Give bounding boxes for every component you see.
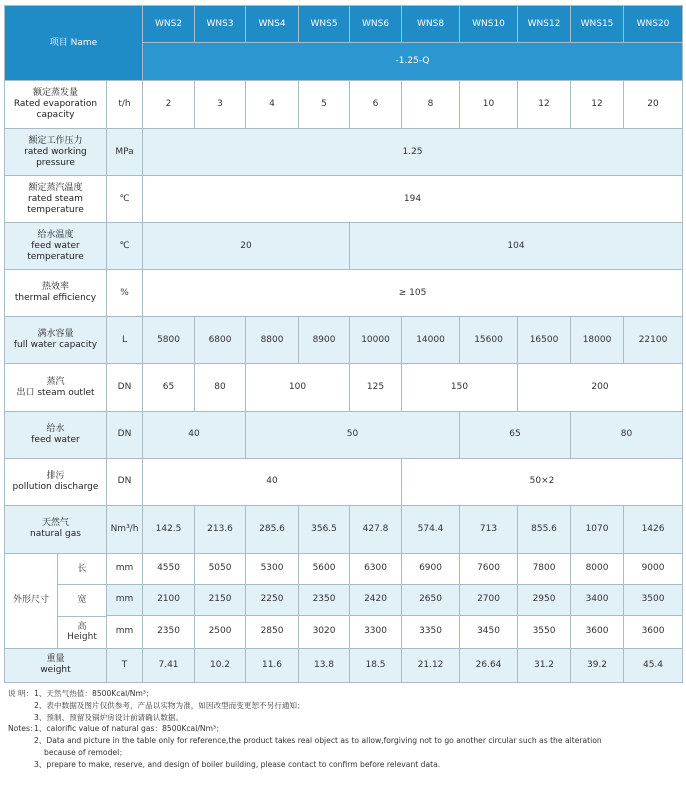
value-cell: 18.5 bbox=[350, 648, 402, 682]
value-cell: 3020 bbox=[299, 615, 350, 648]
value-cell: 1070 bbox=[571, 505, 624, 553]
model-header: WNS2 bbox=[143, 6, 195, 43]
row-feed-water bbox=[5, 411, 683, 458]
value-cell: 7600 bbox=[460, 553, 518, 584]
row-pressure bbox=[5, 129, 683, 176]
model-header: WNS5 bbox=[299, 6, 350, 43]
note-text: 2、Data and picture in the table only for reference,the product takes real object as to allow,forgiving not to go another circular such as the alteration bbox=[34, 736, 602, 746]
value-cell: 574.4 bbox=[402, 505, 460, 553]
boiler-spec-table bbox=[4, 5, 683, 683]
value-cell: 356.5 bbox=[299, 505, 350, 553]
label-cn: 额定蒸发量 bbox=[32, 88, 78, 99]
value-cell: 200 bbox=[518, 364, 683, 411]
row-label bbox=[5, 505, 107, 553]
notes-cn-heading: 说 明： bbox=[8, 689, 34, 698]
label-en: full water capacity bbox=[13, 340, 98, 351]
value-cell: 9000 bbox=[624, 553, 683, 584]
row-steam-temperature bbox=[5, 176, 683, 223]
value-cell: 1426 bbox=[624, 505, 683, 553]
note-text: because of remodel； bbox=[44, 747, 127, 757]
value-cell: 194 bbox=[143, 176, 683, 223]
value-cell: 2 bbox=[143, 81, 195, 129]
dimensions-sub-labels bbox=[58, 554, 106, 648]
unit-cell: mm bbox=[107, 584, 143, 615]
value-cell: 713 bbox=[460, 505, 518, 553]
label-cn: 蒸汽 bbox=[46, 376, 65, 387]
row-length bbox=[5, 553, 683, 584]
value-cell: 2150 bbox=[195, 584, 246, 615]
value-cell: 18000 bbox=[571, 317, 624, 364]
row-label bbox=[5, 458, 107, 505]
row-label bbox=[5, 411, 107, 458]
value-cell: 14000 bbox=[402, 317, 460, 364]
note-en-line bbox=[8, 723, 678, 735]
row-label bbox=[5, 81, 107, 129]
unit-cell: MPa bbox=[107, 129, 143, 176]
dimensions-group-label: 外形尺寸 bbox=[5, 554, 58, 648]
value-cell: 427.8 bbox=[350, 505, 402, 553]
note-text: 2、表中数据及图片仅供参考，产品以实物为准，如因改型而变更恕不另行通知； bbox=[34, 700, 305, 710]
row-pollution-discharge bbox=[5, 458, 683, 505]
value-cell: 100 bbox=[246, 364, 350, 411]
model-header: WNS10 bbox=[460, 6, 518, 43]
unit-cell: ℃ bbox=[107, 176, 143, 223]
value-cell: 3400 bbox=[571, 584, 624, 615]
unit-cell: Nm³/h bbox=[107, 505, 143, 553]
row-thermal-efficiency bbox=[5, 270, 683, 317]
model-header: WNS12 bbox=[518, 6, 571, 43]
row-label bbox=[5, 129, 107, 176]
value-cell: 3600 bbox=[571, 615, 624, 648]
unit-cell: ℃ bbox=[107, 223, 143, 270]
value-cell: 2350 bbox=[299, 584, 350, 615]
value-cell: 2420 bbox=[350, 584, 402, 615]
value-cell: 12 bbox=[571, 81, 624, 129]
value-cell: 2850 bbox=[246, 615, 299, 648]
label-en: Rated evaporation capacity bbox=[13, 99, 98, 121]
label-en: pollution discharge bbox=[12, 481, 99, 492]
row-height bbox=[5, 615, 683, 648]
value-cell: 3 bbox=[195, 81, 246, 129]
value-cell: 20 bbox=[143, 223, 350, 270]
value-cell: 6 bbox=[350, 81, 402, 129]
label-cn: 给水温度 bbox=[37, 229, 74, 240]
row-label bbox=[5, 270, 107, 317]
height-label-en: Height bbox=[67, 632, 97, 643]
value-cell: 213.6 bbox=[195, 505, 246, 553]
value-cell: 285.6 bbox=[246, 505, 299, 553]
label-cn: 排污 bbox=[46, 470, 65, 481]
value-cell: 45.4 bbox=[624, 648, 683, 682]
value-cell: 6900 bbox=[402, 553, 460, 584]
unit-cell: DN bbox=[107, 411, 143, 458]
header-row-models bbox=[5, 6, 683, 43]
dimensions-group-cell bbox=[5, 553, 107, 648]
label-cn: 满水容量 bbox=[37, 329, 74, 340]
value-cell: 11.6 bbox=[246, 648, 299, 682]
row-label bbox=[5, 223, 107, 270]
note-text: 1、calorific value of natural gas：8500Kcal/Nm³； bbox=[34, 724, 224, 734]
value-cell: 125 bbox=[350, 364, 402, 411]
height-label bbox=[58, 617, 106, 648]
value-cell: 2700 bbox=[460, 584, 518, 615]
label-en: weight bbox=[40, 665, 71, 676]
label-cn: 额定工作压力 bbox=[28, 135, 83, 146]
model-header: WNS6 bbox=[350, 6, 402, 43]
value-cell: 2500 bbox=[195, 615, 246, 648]
row-feed-water-temperature bbox=[5, 223, 683, 270]
value-cell: 2650 bbox=[402, 584, 460, 615]
unit-cell: % bbox=[107, 270, 143, 317]
row-weight bbox=[5, 648, 683, 682]
value-cell: 40 bbox=[143, 411, 246, 458]
value-cell: 5300 bbox=[246, 553, 299, 584]
value-cell: 12 bbox=[518, 81, 571, 129]
value-cell: 2250 bbox=[246, 584, 299, 615]
row-label bbox=[5, 364, 107, 411]
value-cell: 2350 bbox=[143, 615, 195, 648]
value-cell: 31.2 bbox=[518, 648, 571, 682]
value-cell: 142.5 bbox=[143, 505, 195, 553]
value-cell: 8800 bbox=[246, 317, 299, 364]
row-label bbox=[5, 176, 107, 223]
value-cell: 3350 bbox=[402, 615, 460, 648]
row-label bbox=[5, 648, 107, 682]
value-cell: 10.2 bbox=[195, 648, 246, 682]
value-cell: 65 bbox=[460, 411, 571, 458]
unit-cell: mm bbox=[107, 615, 143, 648]
value-cell: 5800 bbox=[143, 317, 195, 364]
note-text: 1、天然气热值：8500Kcal/Nm³； bbox=[34, 689, 154, 698]
unit-cell: mm bbox=[107, 553, 143, 584]
value-cell: 50 bbox=[246, 411, 460, 458]
label-en: feed water bbox=[31, 434, 80, 445]
value-cell: 2100 bbox=[143, 584, 195, 615]
model-header: WNS20 bbox=[624, 6, 683, 43]
value-cell: 13.8 bbox=[299, 648, 350, 682]
model-header: WNS15 bbox=[571, 6, 624, 43]
value-cell: 5600 bbox=[299, 553, 350, 584]
notes-en-heading: Notes： bbox=[8, 724, 38, 734]
label-en: thermal efficiency bbox=[14, 293, 97, 304]
height-label-cn: 高 bbox=[77, 621, 87, 632]
value-cell: 855.6 bbox=[518, 505, 571, 553]
label-en: rated steam temperature bbox=[27, 193, 84, 215]
value-cell: 20 bbox=[624, 81, 683, 129]
note-text: 3、预制、预留及锅炉房设计前请确认数据。 bbox=[34, 712, 184, 722]
unit-cell: DN bbox=[107, 458, 143, 505]
label-en: 出口 steam outlet bbox=[16, 387, 95, 398]
label-cn: 额定蒸汽温度 bbox=[28, 182, 83, 193]
note-text: 3、prepare to make, reserve, and design of boiler building, please contact to confirm before relevant data. bbox=[34, 759, 441, 769]
unit-cell: L bbox=[107, 317, 143, 364]
value-cell: 3450 bbox=[460, 615, 518, 648]
row-evaporation bbox=[5, 81, 683, 129]
value-cell: 10 bbox=[460, 81, 518, 129]
unit-cell: DN bbox=[107, 364, 143, 411]
value-cell: 3550 bbox=[518, 615, 571, 648]
value-cell: 8900 bbox=[299, 317, 350, 364]
label-en: rated working pressure bbox=[24, 146, 87, 168]
model-suffix: -1.25-Q bbox=[143, 43, 683, 81]
length-label: 长 bbox=[58, 554, 106, 586]
label-cn: 热效率 bbox=[41, 282, 69, 293]
row-width bbox=[5, 584, 683, 615]
value-cell: 6300 bbox=[350, 553, 402, 584]
value-cell: ≥ 105 bbox=[143, 270, 683, 317]
value-cell: 80 bbox=[571, 411, 683, 458]
model-header: WNS8 bbox=[402, 6, 460, 43]
value-cell: 22100 bbox=[624, 317, 683, 364]
value-cell: 4550 bbox=[143, 553, 195, 584]
value-cell: 150 bbox=[402, 364, 518, 411]
label-cn: 天然气 bbox=[41, 518, 69, 529]
label-en: feed water temperature bbox=[27, 240, 84, 262]
value-cell: 5050 bbox=[195, 553, 246, 584]
value-cell: 39.2 bbox=[571, 648, 624, 682]
row-water-capacity bbox=[5, 317, 683, 364]
value-cell: 10000 bbox=[350, 317, 402, 364]
notes-section bbox=[8, 688, 678, 770]
item-name-header: 项目 Name bbox=[5, 6, 143, 81]
value-cell: 7.41 bbox=[143, 648, 195, 682]
value-cell: 21.12 bbox=[402, 648, 460, 682]
note-cn-line bbox=[8, 688, 678, 700]
value-cell: 4 bbox=[246, 81, 299, 129]
label-cn: 重量 bbox=[46, 654, 65, 665]
unit-cell: T bbox=[107, 648, 143, 682]
value-cell: 2950 bbox=[518, 584, 571, 615]
value-cell: 6800 bbox=[195, 317, 246, 364]
model-header: WNS3 bbox=[195, 6, 246, 43]
value-cell: 1.25 bbox=[143, 129, 683, 176]
value-cell: 65 bbox=[143, 364, 195, 411]
unit-cell: t/h bbox=[107, 81, 143, 129]
value-cell: 50×2 bbox=[402, 458, 683, 505]
row-natural-gas bbox=[5, 505, 683, 553]
value-cell: 8 bbox=[402, 81, 460, 129]
value-cell: 80 bbox=[195, 364, 246, 411]
value-cell: 3300 bbox=[350, 615, 402, 648]
value-cell: 3600 bbox=[624, 615, 683, 648]
value-cell: 5 bbox=[299, 81, 350, 129]
value-cell: 104 bbox=[350, 223, 683, 270]
label-en: natural gas bbox=[30, 529, 81, 540]
model-header: WNS4 bbox=[246, 6, 299, 43]
value-cell: 16500 bbox=[518, 317, 571, 364]
label-cn: 给水 bbox=[46, 423, 65, 434]
value-cell: 3500 bbox=[624, 584, 683, 615]
value-cell: 26.64 bbox=[460, 648, 518, 682]
width-label: 宽 bbox=[58, 585, 106, 617]
row-steam-outlet bbox=[5, 364, 683, 411]
value-cell: 40 bbox=[143, 458, 402, 505]
value-cell: 8000 bbox=[571, 553, 624, 584]
value-cell: 7800 bbox=[518, 553, 571, 584]
row-label bbox=[5, 317, 107, 364]
value-cell: 15600 bbox=[460, 317, 518, 364]
